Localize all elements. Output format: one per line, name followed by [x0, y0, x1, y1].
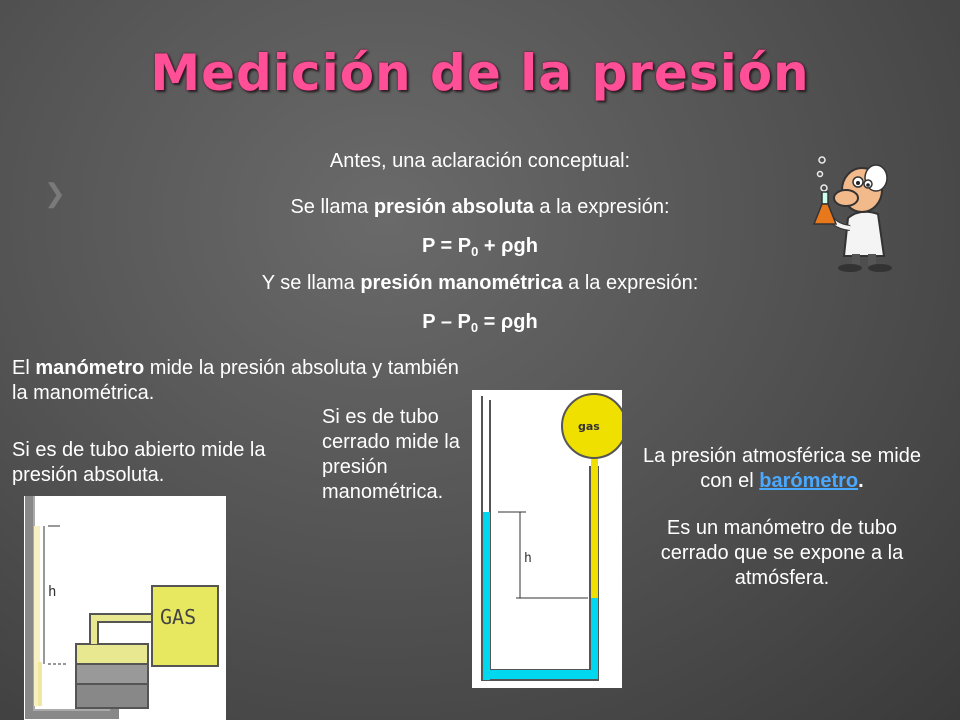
closed-tube-text: Si es de tubo cerrado mide la presión manométrica.	[322, 406, 460, 503]
absolute-pressure-formula	[0, 235, 960, 259]
absolute-term: presión absoluta	[373, 196, 534, 218]
formula-part: = ρgh	[478, 311, 538, 333]
formula-subscript: 0	[470, 320, 479, 335]
absolute-pressure-definition	[0, 196, 960, 219]
barometer-link[interactable]: barómetro	[759, 470, 859, 492]
manometer-term: manómetro	[35, 357, 145, 379]
manometer-suffix: mide la presión absoluta y también la manométrica.	[12, 357, 459, 404]
manometer-prefix: El	[12, 357, 36, 379]
intro-text: Antes, una aclaración conceptual:	[329, 150, 631, 172]
barometer-description: Es un manómetro de tubo cerrado que se expone a la atmósfera.	[660, 517, 904, 589]
absolute-suffix: a la expresión:	[533, 196, 670, 218]
bullet-arrow-icon: ❯	[44, 178, 66, 208]
formula-part: + ρgh	[478, 235, 538, 257]
page-title: Medición de la presión	[150, 44, 810, 102]
formula-subscript: 0	[471, 244, 479, 259]
gauge-term: presión manométrica	[360, 272, 563, 294]
formula-part: P = P	[422, 235, 472, 257]
closed-tube-manometer-figure	[472, 390, 622, 688]
gauge-pressure-formula	[0, 311, 960, 335]
gas-label: gas	[578, 420, 600, 433]
open-tube-text: Si es de tubo abierto mide la presión absoluta.	[12, 439, 266, 486]
gauge-prefix: Y se llama	[261, 272, 361, 294]
gas-label: GAS	[160, 605, 197, 629]
h-label: h	[524, 551, 532, 566]
open-tube-manometer-figure	[24, 496, 226, 720]
manometer-text	[12, 356, 472, 406]
gauge-suffix: a la expresión:	[562, 272, 699, 294]
gauge-pressure-definition	[0, 272, 960, 295]
h-label: h	[48, 584, 57, 600]
barometer-text	[632, 444, 932, 494]
barometer-prefix: La presión atmosférica se mide con el	[643, 445, 921, 492]
barometer-suffix: .	[858, 470, 864, 492]
absolute-prefix: Se llama	[290, 196, 374, 218]
formula-part: P – P	[422, 311, 471, 333]
